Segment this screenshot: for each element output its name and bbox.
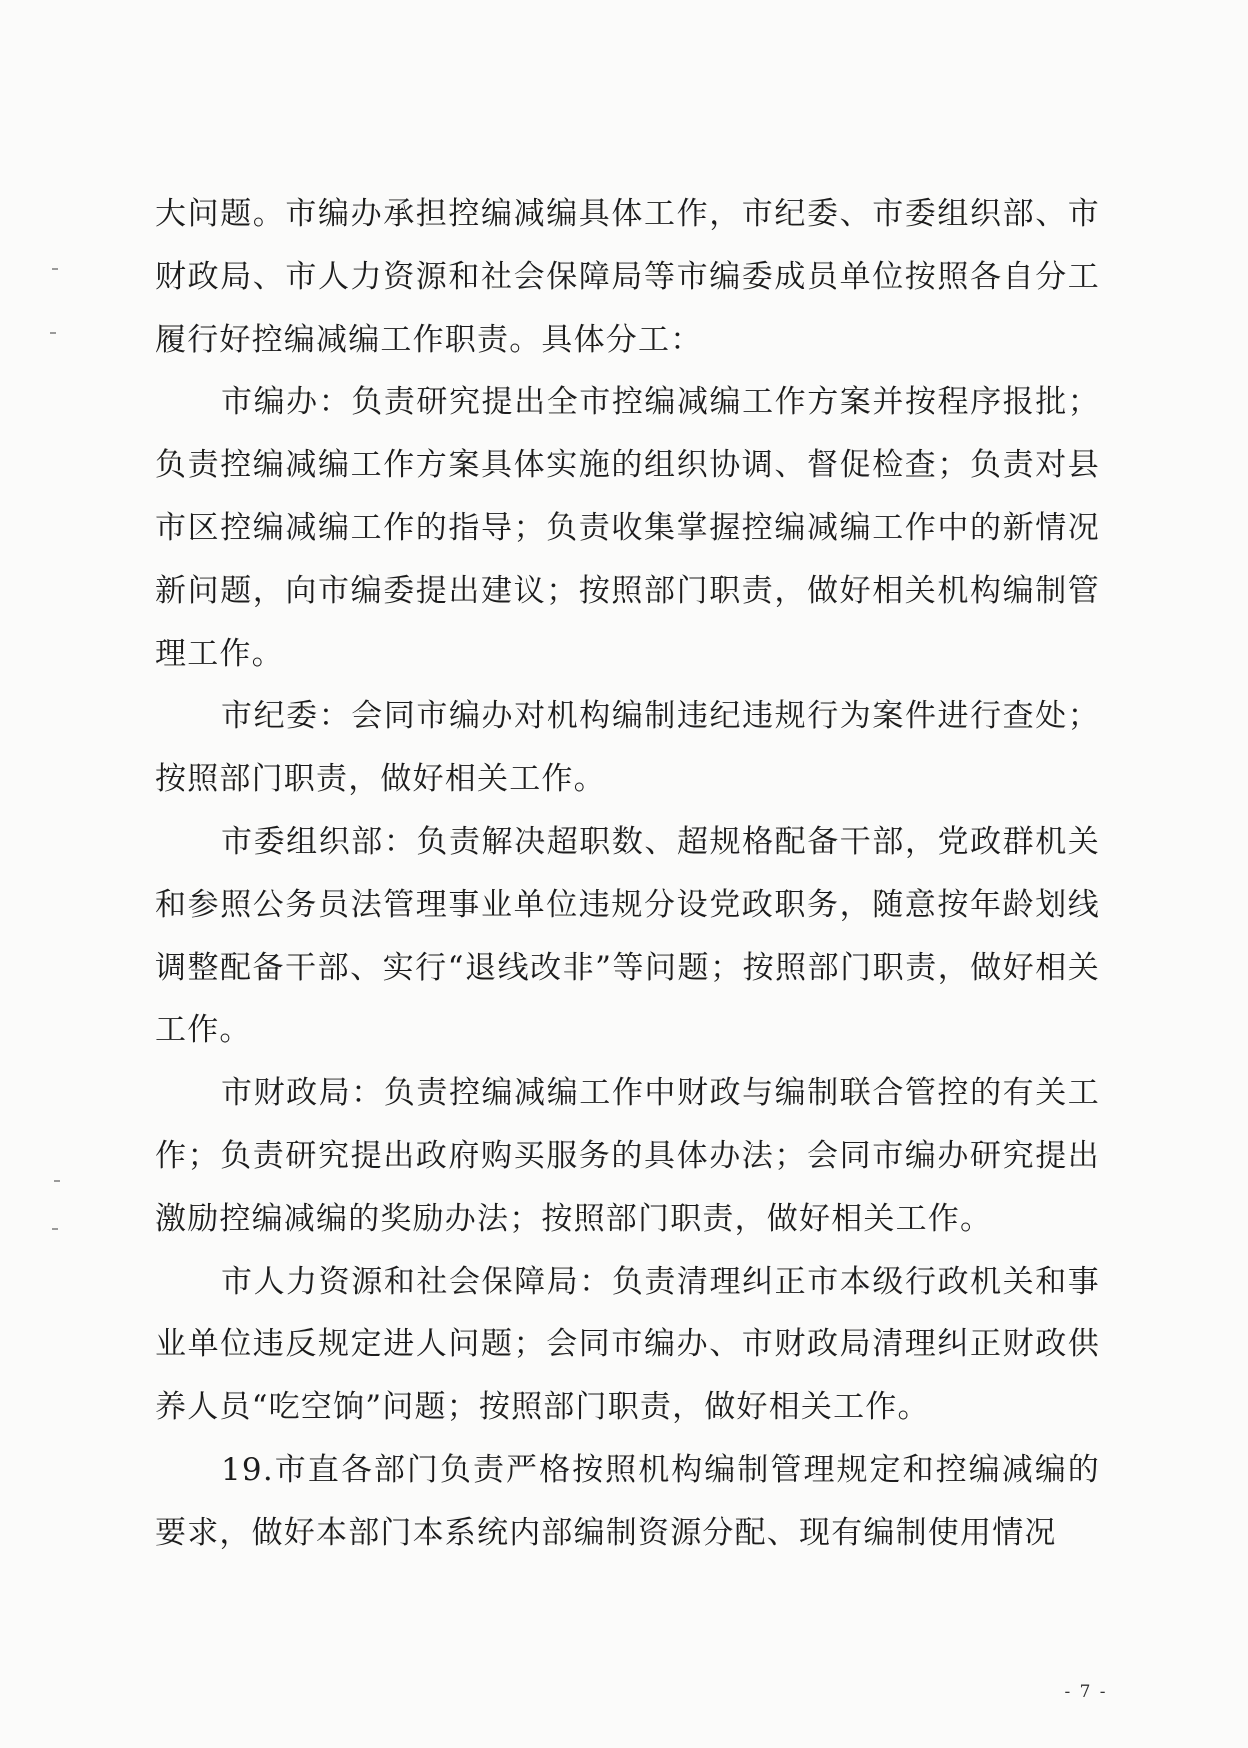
page-number: - 7 - xyxy=(1064,1682,1108,1702)
paragraph-jiwei: 市纪委：会同市编办对机构编制违纪违规行为案件进行查处；按照部门职责，做好相关工作。 xyxy=(155,698,1100,798)
paragraph-bianban: 市编办：负责研究提出全市控编减编工作方案并按程序报批；负责控编减编工作方案具体实施的组织协调、督促检查；负责对县市区控编减编工作的指导；负责收集掌握控编减编工作中的新情况新问题，向市编委提出建议；按照部门职责，做好相关机构编制管理工作。 xyxy=(155,384,1100,672)
paragraph-item-19: 19.市直各部门负责严格按照机构编制管理规定和控编减编的要求，做好本部门本系统内部编制资源分配、现有编制使用情况 xyxy=(155,1451,1100,1551)
paragraph: 大问题。市编办承担控编减编具体工作，市纪委、市委组织部、市财政局、市人力资源和社会保障局等市编委成员单位按照各自分工履行好控编减编工作职责。具体分工： xyxy=(155,196,1100,358)
body-text xyxy=(155,183,1100,1565)
paragraph-caizhengju: 市财政局：负责控编减编工作中财政与编制联合管控的有关工作；负责研究提出政府购买服务的具体办法；会同市编办研究提出激励控编减编的奖励办法；按照部门职责，做好相关工作。 xyxy=(155,1075,1100,1237)
paragraph-renshe: 市人力资源和社会保障局：负责清理纠正市本级行政机关和事业单位违反规定进人问题；会同市编办、市财政局清理纠正财政供养人员“吃空饷”问题；按照部门职责，做好相关工作。 xyxy=(155,1263,1100,1426)
paragraph-zuzhibu: 市委组织部：负责解决超职数、超规格配备干部，党政群机关和参照公务员法管理事业单位违规分设党政职务，随意按年龄划线调整配备干部、实行“退线改非”等问题；按照部门职责，做好相关工作。 xyxy=(155,823,1100,1049)
scan-artifact xyxy=(54,1180,60,1182)
scan-artifact xyxy=(52,268,58,270)
scan-artifact xyxy=(52,1228,58,1230)
scan-artifact xyxy=(50,332,56,334)
